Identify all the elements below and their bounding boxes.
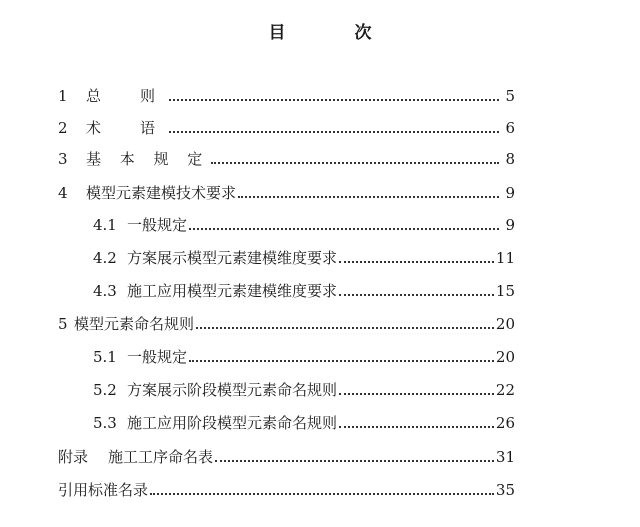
toc-entry-page: 20: [495, 348, 515, 366]
toc-entry-number: 4.1: [93, 216, 117, 234]
toc-entry-5-2[interactable]: [93, 379, 515, 401]
toc-entry-number: 5.1: [93, 348, 117, 366]
toc-entry-page: 35: [495, 481, 515, 499]
toc-entry-2[interactable]: [58, 117, 515, 139]
toc-entry-label: 一般规定: [127, 216, 188, 234]
toc-entry-5-3[interactable]: [93, 412, 515, 434]
toc-entry-label: 模型元素命名规则: [74, 315, 195, 333]
dot-leader: [150, 493, 494, 495]
toc-entry-number: 4.3: [93, 282, 117, 300]
toc-entry-4-1[interactable]: [93, 214, 515, 236]
dot-leader: [339, 393, 494, 395]
toc-entry-4-2[interactable]: [93, 247, 515, 269]
toc-entry-label: 一般规定: [127, 348, 188, 366]
toc-entry-page: 9: [505, 184, 515, 202]
toc-entry-page: 26: [495, 414, 515, 432]
dot-leader: [189, 360, 494, 362]
toc-entry-number: 3: [58, 150, 68, 168]
page-title: 目 次: [268, 23, 398, 43]
toc-entry-number: 附录: [58, 448, 89, 466]
toc-entry-3[interactable]: [58, 148, 515, 170]
toc-entry-page: 15: [495, 282, 515, 300]
toc-entry-references[interactable]: [58, 479, 515, 501]
toc-entry-label: 引用标准名录: [58, 481, 149, 499]
toc-entry-label: 模型元素建模技术要求: [86, 184, 237, 202]
toc-entry-label: 方案展示阶段模型元素命名规则: [127, 381, 338, 399]
toc-entry-page: 20: [495, 315, 515, 333]
toc-entry-4-3[interactable]: [93, 280, 515, 302]
toc-entry-label: 施工应用阶段模型元素命名规则: [127, 414, 338, 432]
toc-entry-number: 5: [58, 315, 68, 333]
dot-leader: [169, 99, 499, 101]
toc-entry-number: 4.2: [93, 249, 117, 267]
toc-entry-number: 5.2: [93, 381, 117, 399]
dot-leader: [339, 426, 494, 428]
toc-entry-label: 施工应用模型元素建模维度要求: [127, 282, 338, 300]
toc-entry-page: 6: [505, 119, 515, 137]
toc-entry-appendix[interactable]: [58, 446, 515, 468]
toc-entry-label: 方案展示模型元素建模维度要求: [127, 249, 338, 267]
toc-entry-label: 施工工序命名表: [108, 448, 214, 466]
dot-leader: [339, 261, 494, 263]
toc-entry-page: 9: [505, 216, 515, 234]
toc-entry-label: 总 则: [86, 87, 168, 105]
dot-leader: [169, 131, 499, 133]
toc-entry-5[interactable]: [58, 313, 515, 335]
dot-leader: [238, 196, 499, 198]
dot-leader: [211, 162, 499, 164]
toc-entry-5-1[interactable]: [93, 346, 515, 368]
dot-leader: [196, 327, 494, 329]
toc-entry-label: 术 语: [86, 119, 168, 137]
toc-entry-number: 5.3: [93, 414, 117, 432]
dot-leader: [339, 294, 494, 296]
toc-entry-4[interactable]: [58, 182, 515, 204]
toc-entry-label: 基 本 规 定: [86, 150, 210, 168]
toc-entry-1[interactable]: [58, 85, 515, 107]
toc-entry-page: 22: [495, 381, 515, 399]
toc-entry-number: 1: [58, 87, 68, 105]
toc-entry-page: 5: [505, 87, 515, 105]
toc-entry-page: 31: [495, 448, 515, 466]
toc-entry-page: 11: [495, 249, 515, 267]
dot-leader: [215, 460, 494, 462]
toc-entry-page: 8: [505, 150, 515, 168]
toc-entry-number: 2: [58, 119, 68, 137]
toc-entry-number: 4: [58, 184, 68, 202]
dot-leader: [189, 228, 499, 230]
